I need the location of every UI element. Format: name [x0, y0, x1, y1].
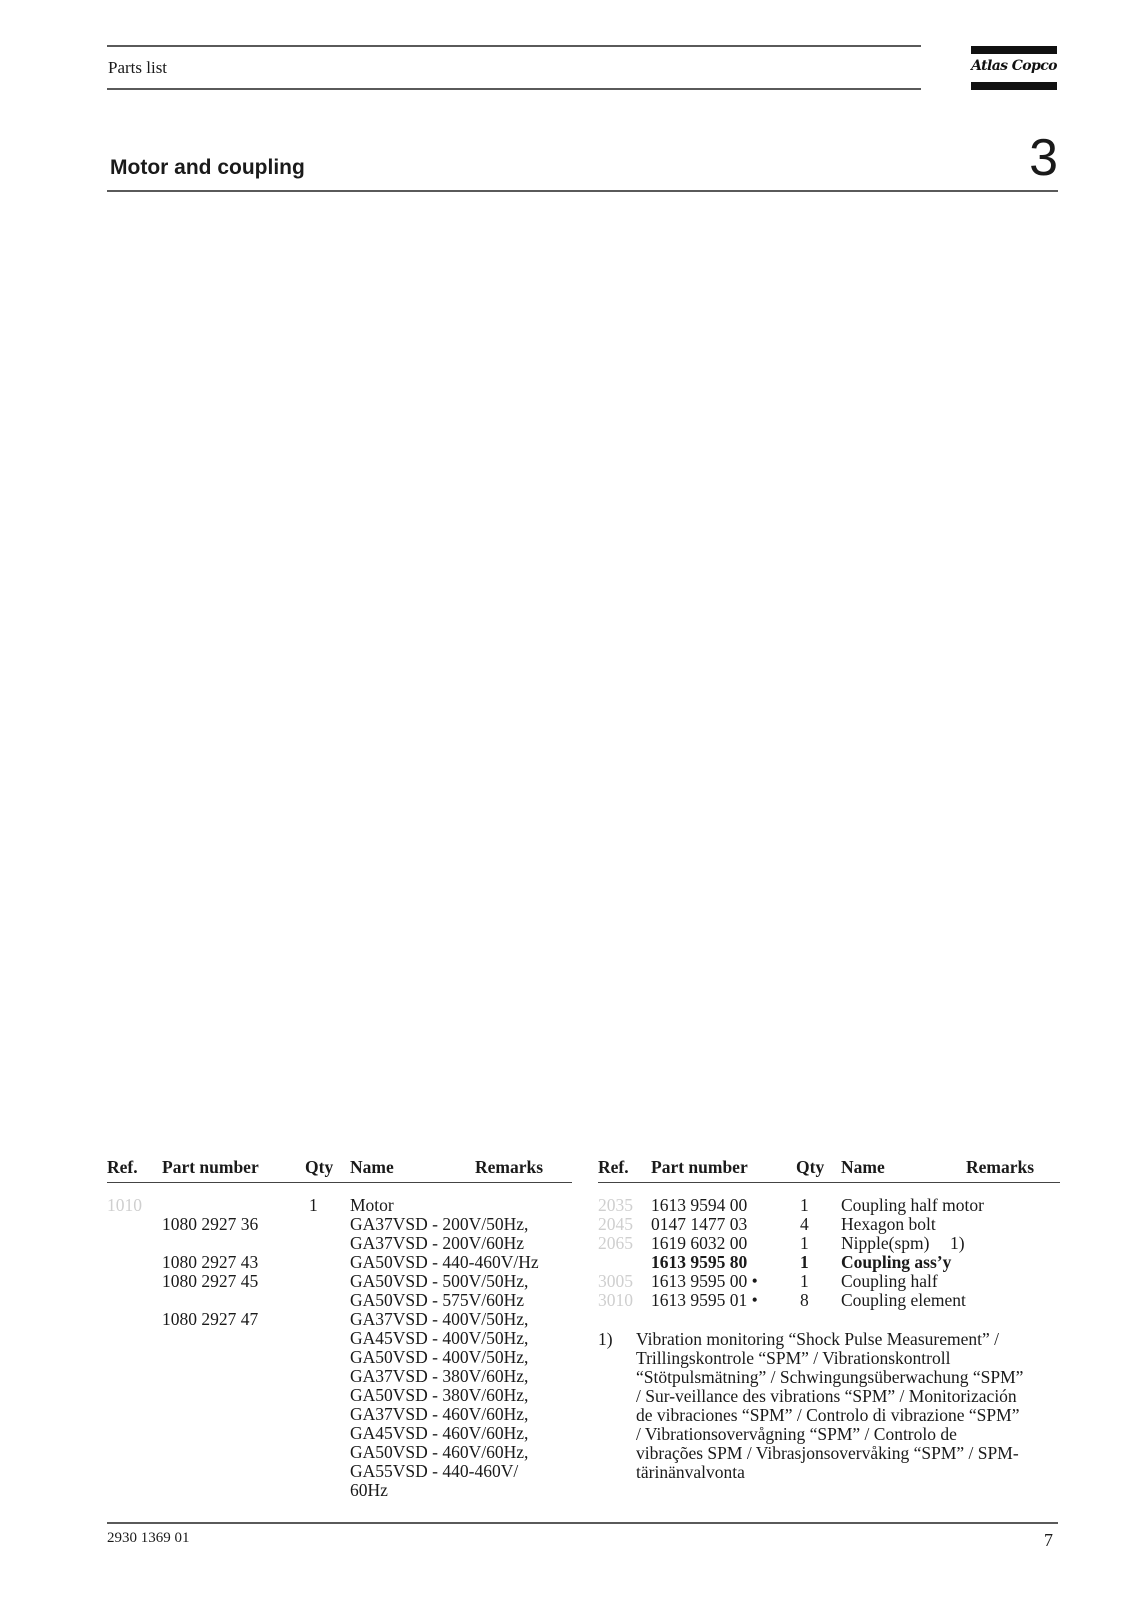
- cell-ref: 3005: [598, 1271, 633, 1291]
- cell-ref: 2035: [598, 1195, 633, 1215]
- cell-part-number: 1080 2927 36: [162, 1214, 259, 1234]
- cell-part-number: 1613 9595 80: [651, 1252, 748, 1272]
- cell-name: GA50VSD - 500V/50Hz,: [350, 1271, 529, 1291]
- cell-name: Coupling half motor: [841, 1195, 984, 1215]
- footnote-text: [636, 1330, 1066, 1482]
- cell-name: GA45VSD - 460V/60Hz,: [350, 1423, 529, 1443]
- col-header-name: Name: [350, 1157, 394, 1177]
- cell-ref: 3010: [598, 1290, 633, 1310]
- cell-part-number: 1080 2927 43: [162, 1252, 259, 1272]
- col-header-part-number: Part number: [651, 1157, 748, 1177]
- table-row: [107, 1234, 569, 1253]
- table-row: [107, 1462, 569, 1481]
- cell-ref: 1010: [107, 1195, 142, 1215]
- cell-remarks: 1): [950, 1233, 965, 1253]
- table-row: [107, 1481, 569, 1500]
- logo-top-bar: [971, 46, 1057, 54]
- footnote-line: / Vibrationsovervågning “SPM” / Controlo de: [636, 1424, 957, 1444]
- col-header-remarks: Remarks: [966, 1157, 1035, 1177]
- cell-name: 60Hz: [350, 1480, 388, 1500]
- footnote-line: Trillingskontrole “SPM” / Vibrationskontroll: [636, 1348, 951, 1368]
- cell-name: Nipple(spm): [841, 1233, 930, 1253]
- footnote-line: / Sur-veillance des vibrations “SPM” / Monitorización: [636, 1386, 1017, 1406]
- cell-ref: 2065: [598, 1233, 633, 1253]
- cell-name: GA45VSD - 400V/50Hz,: [350, 1328, 529, 1348]
- table-row: [107, 1443, 569, 1462]
- table-row: [107, 1291, 569, 1310]
- footer-rule: [107, 1522, 1058, 1524]
- cell-part-number: 1619 6032 00: [651, 1233, 748, 1253]
- cell-qty: 1: [800, 1233, 809, 1253]
- section-title: Motor and coupling: [110, 156, 305, 179]
- table-row: [598, 1272, 1060, 1291]
- header-top-rule: [107, 45, 921, 47]
- header-bottom-rule: [107, 88, 921, 90]
- table-row: [107, 1253, 569, 1272]
- section-title-rule: [107, 190, 1058, 192]
- cell-name: GA55VSD - 440-460V/: [350, 1461, 519, 1481]
- cell-qty: 1: [800, 1271, 809, 1291]
- footnote-line: vibrações SPM / Vibrasjonsovervåking “SPM” / SPM-: [636, 1443, 1019, 1463]
- page-number: 7: [1044, 1530, 1053, 1550]
- cell-part-number: 1613 9595 01 •: [651, 1290, 758, 1310]
- right-table-header-rule: [598, 1182, 1060, 1183]
- cell-name: Hexagon bolt: [841, 1214, 936, 1234]
- footnote-line: tärinänvalvonta: [636, 1462, 745, 1482]
- table-row: [598, 1253, 1060, 1272]
- left-table-header-rule: [107, 1182, 572, 1183]
- footnote: [598, 1330, 1068, 1490]
- col-header-part-number: Part number: [162, 1157, 259, 1177]
- table-row: [107, 1196, 569, 1215]
- cell-name: GA50VSD - 575V/60Hz: [350, 1290, 525, 1310]
- cell-part-number: 1080 2927 45: [162, 1271, 259, 1291]
- cell-name: Coupling ass’y: [841, 1252, 952, 1272]
- cell-qty: 1: [309, 1195, 318, 1215]
- cell-qty: 1: [800, 1195, 809, 1215]
- cell-part-number: 1613 9594 00: [651, 1195, 748, 1215]
- cell-name: Coupling half: [841, 1271, 938, 1291]
- table-row: [107, 1405, 569, 1424]
- cell-name: GA37VSD - 200V/60Hz: [350, 1233, 525, 1253]
- table-row: [107, 1367, 569, 1386]
- cell-name: GA37VSD - 400V/50Hz,: [350, 1309, 529, 1329]
- cell-qty: 1: [800, 1252, 809, 1272]
- document-number: 2930 1369 01: [107, 1530, 190, 1546]
- table-row: [107, 1386, 569, 1405]
- footnote-line: “Stötpulsmätning” / Schwingungsüberwachung “SPM”: [636, 1367, 1024, 1387]
- cell-name: GA37VSD - 460V/60Hz,: [350, 1404, 529, 1424]
- cell-qty: 4: [800, 1214, 809, 1234]
- col-header-ref: Ref.: [107, 1157, 138, 1177]
- cell-name: GA50VSD - 440-460V/Hz: [350, 1252, 539, 1272]
- table-row: [107, 1272, 569, 1291]
- table-row: [107, 1215, 569, 1234]
- cell-name: GA37VSD - 380V/60Hz,: [350, 1366, 529, 1386]
- cell-part-number: 1080 2927 47: [162, 1309, 259, 1329]
- footnote-line: Vibration monitoring “Shock Pulse Measurement” /: [636, 1329, 999, 1349]
- header-label: Parts list: [108, 58, 168, 77]
- cell-name: Motor: [350, 1195, 394, 1215]
- cell-ref: 2045: [598, 1214, 633, 1234]
- cell-name: GA50VSD - 460V/60Hz,: [350, 1442, 529, 1462]
- footnote-line: de vibraciones “SPM” / Controlo di vibrazione “SPM”: [636, 1405, 1020, 1425]
- table-row: [107, 1329, 569, 1348]
- col-header-remarks: Remarks: [475, 1157, 544, 1177]
- cell-part-number: 0147 1477 03: [651, 1214, 748, 1234]
- atlas-copco-logo: [971, 46, 1057, 90]
- col-header-ref: Ref.: [598, 1157, 629, 1177]
- logo-wordmark: Atlas Copco: [971, 58, 1057, 74]
- footnote-marker: 1): [598, 1329, 613, 1349]
- cell-name: Coupling element: [841, 1290, 966, 1310]
- logo-bottom-bar: [971, 82, 1057, 90]
- table-row: [107, 1348, 569, 1367]
- cell-name: GA50VSD - 400V/50Hz,: [350, 1347, 529, 1367]
- col-header-qty: Qty: [305, 1157, 334, 1177]
- section-number: 3: [1029, 129, 1058, 187]
- cell-name: GA50VSD - 380V/60Hz,: [350, 1385, 529, 1405]
- table-row: [107, 1310, 569, 1329]
- cell-name: GA37VSD - 200V/50Hz,: [350, 1214, 529, 1234]
- cell-qty: 8: [800, 1290, 809, 1310]
- table-row: [598, 1215, 1060, 1234]
- col-header-name: Name: [841, 1157, 885, 1177]
- table-row: [107, 1424, 569, 1443]
- table-row: [598, 1291, 1060, 1310]
- table-row: [598, 1234, 1060, 1253]
- col-header-qty: Qty: [796, 1157, 825, 1177]
- table-row: [598, 1196, 1060, 1215]
- cell-part-number: 1613 9595 00 •: [651, 1271, 758, 1291]
